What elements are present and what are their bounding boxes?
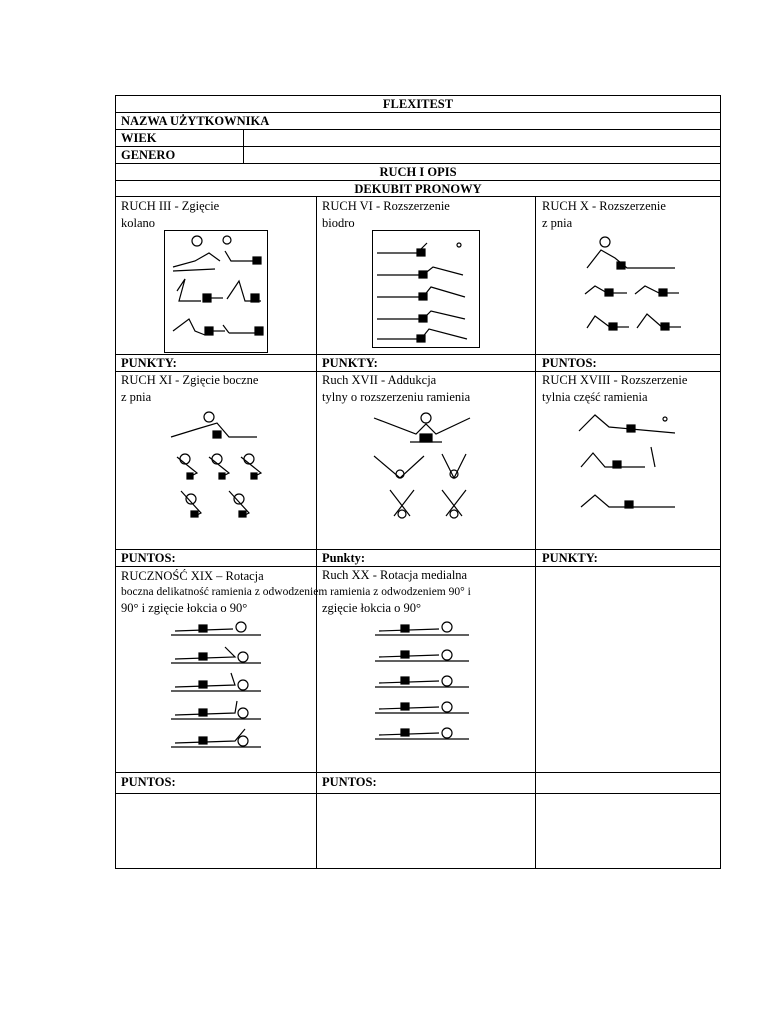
table-rule [243, 129, 244, 163]
hip-extension-figure [372, 230, 480, 348]
movement-subtitle: tylnia część ramienia [542, 390, 648, 404]
movement-title: Ruch XVII - Addukcja [322, 373, 437, 387]
score-label: PUNKTY: [542, 551, 598, 565]
table-border-right [720, 95, 721, 869]
movement-subtitle: zgięcie łokcia o 90° [322, 601, 422, 615]
form-title: FLEXITEST [382, 97, 454, 111]
score-label: PUNKTY: [121, 356, 177, 370]
table-rule [115, 354, 721, 355]
table-border-bottom [115, 868, 721, 869]
movement-title: RUCH XVIII - Rozszerzenie [542, 373, 688, 387]
position-title: DEKUBIT PRONOWY [354, 182, 482, 196]
score-label: Punkty: [322, 551, 366, 565]
age-label: WIEK [121, 131, 157, 145]
movement-subtitle: z pnia [542, 216, 573, 230]
shoulder-extension-figure [575, 407, 681, 521]
trunk-extension-figure [575, 232, 685, 348]
lateral-rotation-figure [171, 617, 265, 757]
shoulder-adduction-figure [370, 410, 480, 525]
movement-subtitle: 90° i zgięcie łokcia o 90° [121, 601, 248, 615]
trunk-lateral-flexion-figure [167, 407, 267, 525]
movement-title: Ruch XX - Rotacja medialna [322, 568, 468, 582]
score-label: PUNTOS: [121, 775, 176, 789]
movement-subtitle: biodro [322, 216, 355, 230]
score-label: PUNKTY: [322, 356, 378, 370]
movement-title: RUCZNOŚĆ XIX – Rotacja [121, 569, 264, 583]
medial-rotation-figure [375, 617, 475, 747]
movement-subtitle: boczna delikatność ramienia z odwodzeniem ramienia z odwodzeniem 90° i [121, 586, 471, 598]
movement-subtitle: tylny o rozszerzeniu ramienia [322, 390, 471, 404]
knee-flexion-figure [164, 230, 268, 353]
score-label: PUNTOS: [542, 356, 597, 370]
movement-title: RUCH III - Zgięcie [121, 199, 220, 213]
movement-title: RUCH VI - Rozszerzenie [322, 199, 450, 213]
table-rule [115, 146, 721, 147]
movement-subtitle: z pnia [121, 390, 152, 404]
score-label: PUNTOS: [322, 775, 377, 789]
movement-title: RUCH XI - Zgięcie boczne [121, 373, 259, 387]
section-title: RUCH I OPIS [379, 165, 457, 179]
user-name-label: NAZWA UŻYTKOWNIKA [121, 114, 270, 128]
gender-label: GENERO [121, 148, 176, 162]
movement-title: RUCH X - Rozszerzenie [542, 199, 666, 213]
movement-subtitle: kolano [121, 216, 156, 230]
score-label: PUNTOS: [121, 551, 176, 565]
table-rule [316, 196, 317, 869]
table-rule [115, 772, 721, 773]
table-rule [535, 196, 536, 869]
table-rule [115, 549, 721, 550]
flexitest-form [115, 95, 721, 869]
table-border-left [115, 95, 116, 869]
table-rule [115, 793, 721, 794]
table-rule [115, 129, 721, 130]
